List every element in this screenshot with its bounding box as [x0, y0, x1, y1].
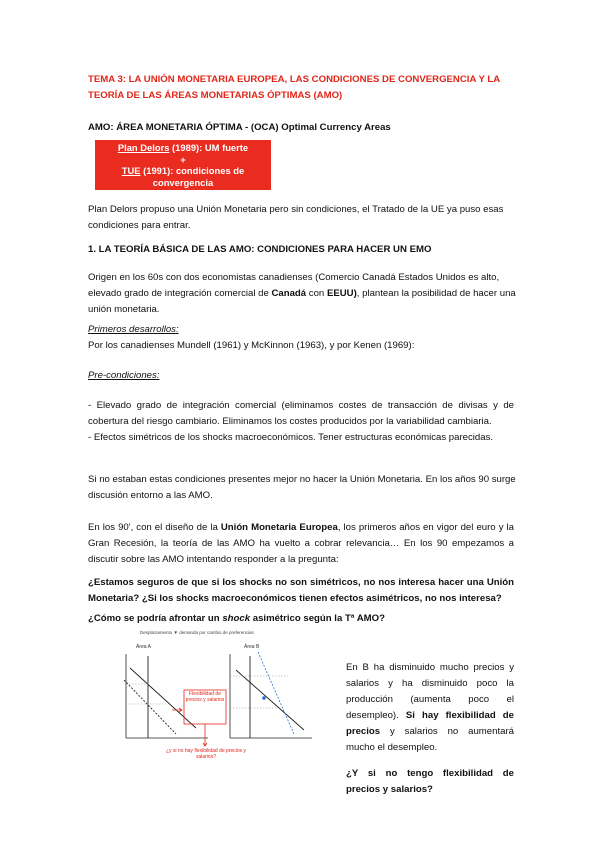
en-los-90-paragraph: En los 90', con el diseño de la Unión Monetaria Europea, los primeros años en vigor del euro y la Gran Recesión, la teoría de las AMO ha vuelto a cobrar relevancia… En los 90 empezamos a discutir sobre las AMO intentando responder a la pregunta: [88, 522, 514, 565]
plan-delors-link[interactable]: Plan Delors [117, 142, 170, 153]
tue-link[interactable]: TUE [121, 165, 141, 177]
red-summary-box [95, 140, 271, 190]
side-question: ¿Y si no tengo flexibilidad de precios y salarios? [346, 768, 514, 795]
panel-a-demand-shift [124, 680, 176, 734]
figure-bottom-note: ¿y si no hay flexibilidad de precios y salarios? [165, 748, 247, 760]
intro-paragraph: Plan Delors propuso una Unión Monetaria pero sin condiciones, el Tratado de la UE ya puso esas condiciones para entrar. [88, 204, 504, 231]
precond-2: - Efectos simétricos de los shocks macroeconómicos. Tener estructuras económicas parecidas. [88, 432, 494, 443]
primeros-text: Por los canadienses Mundell (1961) y McKinnon (1963), y por Kenen (1969): [88, 340, 415, 351]
red-box-line1: (1989): UM fuerte [169, 142, 249, 153]
panel-b-equilibrium-point [262, 696, 266, 700]
precond-label: Pre-condiciones: [88, 370, 160, 381]
shock-figure [118, 628, 314, 780]
panel-b-blue-line [258, 652, 294, 734]
primeros-label: Primeros desarrollos: [88, 324, 179, 335]
question-paragraph: ¿Estamos seguros de que si los shocks no son simétricos, no nos interesa hacer una Unión Monetaria? ¿Si los shocks macroeconómicos tienen efectos asimétricos, no nos interesa? [88, 577, 514, 604]
flex-note-text: Flexibilidad de precios y salarios [185, 691, 225, 703]
origin-paragraph: Origen en los 60s con dos economistas canadienses (Comercio Canadá Estados Unidos es alto, elevado grado de integración comercial de Canadá con EEUU), plantean la posibilidad de hacer una unión monetaria. [88, 272, 516, 315]
page-title: TEMA 3: LA UNIÓN MONETARIA EUROPEA, LAS CONDICIONES DE CONVERGENCIA Y LA TEORÍA DE LAS ÁREAS MONETARIAS ÓPTIMAS (AMO) [88, 74, 500, 101]
precond-1: - Elevado grado de integración comercial (eliminamos costes de transacción de divisas y de cobertura del riesgo cambiario. Eliminamos los costes producidos por la variabilidad cambiaria. [88, 400, 514, 427]
section1-heading: 1. LA TEORÍA BÁSICA DE LAS AMO: CONDICIONES PARA HACER UN EMO [88, 244, 432, 255]
figure-top-note: Desplazamiento ▼ demanda por cambio de preferencias [140, 630, 254, 635]
amo-heading: AMO: ÁREA MONETARIA ÓPTIMA - (OCA) Optimal Currency Areas [88, 122, 391, 133]
red-box-plus: + [180, 153, 186, 165]
panel-b-label: Área B [244, 644, 260, 650]
side-text [346, 660, 514, 798]
red-box-line3: (1991): condiciones de convergencia [140, 165, 245, 188]
side-paragraph-1: En B ha disminuido mucho precios y salarios y ha disminuido poco la producción (aumenta poco el desempleo). Si hay flexibilidad de precios y salarios no aumentará mucho el desempleo. [346, 662, 514, 753]
no-estaban-paragraph: Si no estaban estas condiciones presentes mejor no hacer la Unión Monetaria. En los años 90 surge discusión entorno a las AMO. [88, 474, 516, 501]
como-heading: ¿Cómo se podría afrontar un shock asimétrico según la Tª AMO? [88, 613, 385, 624]
panel-a-label: Área A [136, 644, 152, 650]
